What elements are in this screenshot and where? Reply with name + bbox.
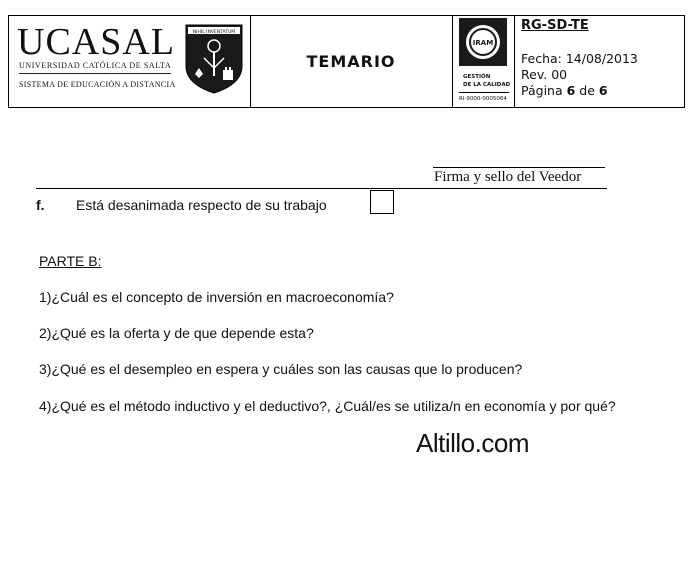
page-indicator [521,83,608,98]
iram-divider [459,92,509,93]
svg-text:IRAM: IRAM [472,39,494,47]
item-f-checkbox[interactable] [370,190,394,214]
logo-divider [19,73,171,74]
page-number: 6 [566,83,576,98]
watermark: Altillo.com [416,428,529,458]
document-date: Fecha: 14/08/2013 [521,51,638,66]
document-code: RG-SD-TE [521,18,589,33]
document-type-title: TEMARIO [306,52,396,71]
question-4: 4)¿Qué es el método inductivo y el deductivo?, ¿Cuál/es se utiliza/n en economía y por qué? [39,398,616,414]
page-prefix: Página [521,83,567,98]
university-crest-icon [185,24,243,94]
item-f-text: Está desanimada respecto de su trabajo [76,197,327,213]
question-1: 1)¿Cuál es el concepto de inversión en macroeconomía? [39,289,394,305]
signature-label: Firma y sello del Veedor [434,169,582,185]
document-header [8,15,685,108]
page-total: 6 [598,83,608,98]
question-2: 2)¿Qué es la oferta y de que depende esta? [39,325,314,341]
item-f-letter: f. [36,197,45,213]
page-mid: de [575,83,599,98]
iram-line1: GESTIÓN [463,74,491,80]
university-name: UNIVERSIDAD CATÓLICA DE SALTA [19,61,172,70]
ucasal-logo: UCASAL [17,21,176,63]
iram-line2: DE LA CALIDAD [463,82,511,88]
question-3: 3)¿Qué es el desempleo en espera y cuáles son las causas que lo producen? [39,361,523,377]
section-rule [36,188,607,189]
system-name: SISTEMA DE EDUCACIÓN A DISTANCIA [19,80,176,89]
part-title: PARTE B: [39,253,102,269]
signature-line [433,167,605,168]
svg-text:NIHIL INVENTATUM: NIHIL INVENTATUM [192,30,236,35]
document-revision: Rev. 00 [521,67,568,82]
iram-certification [453,16,513,107]
iram-logo-icon [463,22,503,62]
iram-cert-number: RI-9000-0005064 [459,96,507,102]
